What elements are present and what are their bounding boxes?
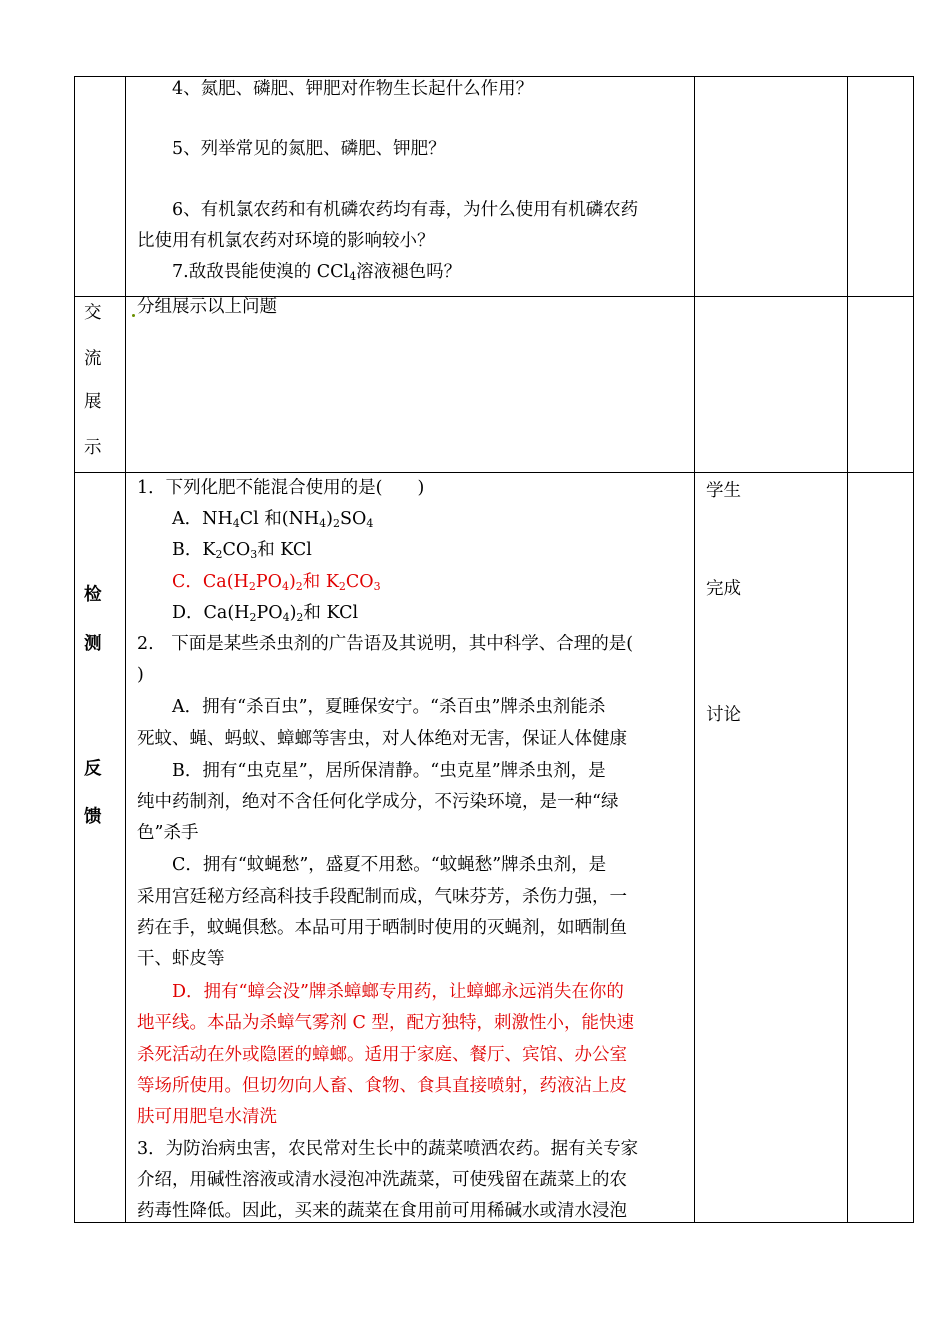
question-7 bbox=[172, 261, 461, 283]
q2-option-c-line-1: C．拥有“蚊蝇愁”，盛夏不用愁。“蚊蝇愁”牌杀虫剂，是 bbox=[172, 855, 607, 875]
exchange-label-char-1: 交 bbox=[84, 303, 102, 323]
exchange-label-char-4: 示 bbox=[84, 438, 102, 458]
question-7-text-end: 溶液褪色吗？ bbox=[356, 262, 462, 282]
q2-option-d-answer-line-4: 等场所使用。但切勿向人畜、食物、食具直接喷射，药液沾上皮 bbox=[137, 1076, 627, 1096]
q2-option-c-line-2: 采用宫廷秘方经高科技手段配制而成，气味芬芳，杀伤力强，一 bbox=[137, 887, 627, 907]
q2-option-b-line-1: B．拥有“虫克星”，居所保清静。“虫克星”牌杀虫剂，是 bbox=[172, 761, 606, 781]
check-label-char-4: 馈 bbox=[84, 807, 102, 827]
check-label-char-2: 测 bbox=[84, 634, 102, 654]
side-note-complete: 完成 bbox=[706, 579, 741, 599]
exchange-label-char-3: 展 bbox=[84, 392, 102, 412]
q2-option-d-answer-line-5: 肤可用肥皂水清洗 bbox=[137, 1107, 277, 1127]
q1-option-b: B．$K_2CO_3$和 KCl bbox=[172, 540, 312, 561]
q2-option-d-answer-line-1: D．拥有“蟑会没”牌杀蟑螂专用药，让蟑螂永远消失在你的 bbox=[172, 982, 624, 1002]
q2-stem-line-2: ) bbox=[137, 665, 144, 685]
q1-option-a: A．$NH_4Cl$ 和$(NH_4)_2SO_4$ bbox=[172, 509, 374, 530]
exchange-content: 分组展示以上问题 bbox=[137, 297, 277, 317]
side-note-students: 学生 bbox=[706, 481, 741, 501]
check-label-char-3: 反 bbox=[84, 759, 102, 779]
col-border-left bbox=[74, 76, 75, 1223]
q2-option-d-answer-line-2: 地平线。本品为杀蟑气雾剂 C 型，配方独特，刺激性小，能快速 bbox=[137, 1013, 635, 1033]
q2-option-b-line-2: 纯中药制剂，绝对不含任何化学成分，不污染环境，是一种“绿 bbox=[137, 792, 619, 812]
q2-option-a-line-2: 死蚊、蝇、蚂蚁、蟑螂等害虫，对人体绝对无害，保证人体健康 bbox=[137, 729, 627, 749]
question-7-text: 7.敌敌畏能使溴的 CCl bbox=[172, 262, 350, 282]
exchange-label-char-2: 流 bbox=[84, 349, 102, 369]
col-border-right bbox=[913, 76, 914, 1223]
col-border-content bbox=[694, 76, 695, 1223]
q3-line-3: 药毒性降低。因此，买来的蔬菜在食用前可用稀碱水或清水浸泡 bbox=[137, 1201, 627, 1221]
q2-option-c-line-3: 药在手，蚊蝇俱愁。本品可用于晒制时使用的灭蝇剂，如晒制鱼 bbox=[137, 918, 627, 938]
q2-option-b-line-3: 色”杀手 bbox=[137, 823, 199, 843]
q2-stem-line-1: 2. 下面是某些杀虫剂的广告语及其说明，其中科学、合理的是( bbox=[137, 634, 634, 654]
q1-stem: 1．下列化肥不能混合使用的是( ) bbox=[137, 478, 425, 498]
q2-option-d-answer-line-3: 杀死活动在外或隐匿的蟑螂。适用于家庭、餐厅、宾馆、办公室 bbox=[137, 1045, 627, 1065]
bullet-marker bbox=[132, 314, 135, 317]
q1-option-c-answer: C．$Ca(H_2PO_4)_2$和 $K_2CO_3$ bbox=[172, 572, 381, 593]
side-note-discuss: 讨论 bbox=[706, 705, 741, 725]
col-border-label bbox=[125, 76, 126, 1223]
table-top-border bbox=[74, 76, 914, 77]
question-4: 4、氮肥、磷肥、钾肥对作物生长起什么作用？ bbox=[172, 79, 534, 99]
q3-line-2: 介绍，用碱性溶液或清水浸泡冲洗蔬菜，可使残留在蔬菜上的农 bbox=[137, 1170, 627, 1190]
question-6-line-2: 比使用有机氯农药对环境的影响较小？ bbox=[137, 231, 435, 251]
table-bottom-border bbox=[74, 1222, 914, 1223]
q3-line-1: 3．为防治病虫害，农民常对生长中的蔬菜喷洒农药。据有关专家 bbox=[137, 1139, 639, 1159]
row-divider-2 bbox=[74, 472, 914, 473]
question-6-line-1: 6、有机氯农药和有机磷农药均有毒，为什么使用有机磷农药 bbox=[172, 200, 639, 220]
q2-option-a-line-1: A．拥有“杀百虫”，夏睡保安宁。“杀百虫”牌杀虫剂能杀 bbox=[172, 697, 606, 717]
question-7-subscript: 4 bbox=[349, 270, 357, 283]
q1-option-d: D．$Ca(H_2PO_4)_2$和 KCl bbox=[172, 603, 359, 624]
check-label-char-1: 检 bbox=[84, 585, 102, 605]
q2-option-c-line-4: 干、虾皮等 bbox=[137, 949, 225, 969]
col-border-notes bbox=[847, 76, 848, 1223]
question-5: 5、列举常见的氮肥、磷肥、钾肥？ bbox=[172, 139, 446, 159]
